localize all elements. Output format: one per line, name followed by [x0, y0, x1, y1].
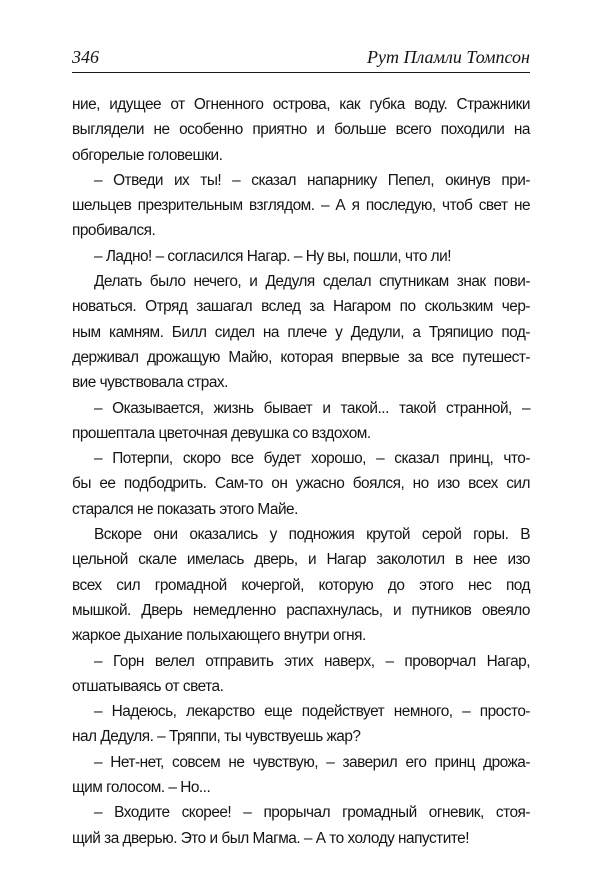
- paragraph: [72, 168, 530, 244]
- text-line: старался не показать этого Майе.: [72, 500, 298, 518]
- text-line: – Оказывается, жизнь бывает и такой... такой странной, –: [94, 399, 530, 417]
- paragraph: [72, 396, 530, 447]
- page-header: [72, 40, 530, 73]
- text-line: – Надеюсь, лекарство еще подействует немного, – просто-: [94, 703, 530, 721]
- text-line: нал Дедуля. – Тряппи, ты чувствуешь жар?: [72, 728, 361, 746]
- text-line: выглядели не особенно приятно и больше всего походили на: [72, 121, 530, 139]
- page-number: 346: [72, 47, 99, 67]
- text-line: цельной скале имелась дверь, и Нагар заколотил в нее изо: [72, 551, 530, 569]
- paragraph: [72, 750, 530, 801]
- text-line: прошептала цветочная девушка со вздохом.: [72, 424, 371, 442]
- text-line: щий за дверью. Это и был Магма. – А то холоду напустите!: [72, 829, 470, 847]
- paragraph: [72, 649, 530, 700]
- text-line: щим голосом. – Но...: [72, 779, 211, 797]
- text-line: – Нет-нет, совсем не чувствую, – заверил его принц дрожа-: [94, 753, 530, 771]
- text-line: Вскоре они оказались у подножия крутой серой горы. В: [94, 526, 530, 544]
- text-line: – Потерпи, скоро все будет хорошо, – сказал принц, что-: [94, 450, 530, 468]
- text-line: пробивался.: [72, 222, 156, 240]
- paragraph: [72, 92, 530, 168]
- paragraph: [72, 244, 530, 269]
- text-line: обгорелые головешки.: [72, 146, 223, 164]
- text-line: всех сил громадной кочергой, которую до этого нес под: [72, 576, 530, 594]
- text-line: новаться. Отряд зашагал вслед за Нагаром по скользким чер-: [72, 298, 530, 316]
- text-line: бы ее подбодрить. Сам-то он ужасно боялся, но изо всех сил: [72, 475, 530, 493]
- text-line: – Входите скорее! – прорычал громадный огневик, стоя-: [94, 804, 530, 822]
- text-line: мышкой. Дверь немедленно распахнулась, и путников овеяло: [72, 601, 530, 619]
- paragraph: [72, 269, 530, 395]
- paragraph: [72, 446, 530, 522]
- paragraph: [72, 800, 530, 851]
- text-line: вие чувствовала страх.: [72, 374, 228, 392]
- text-line: – Горн велел отправить этих наверх, – проворчал Нагар,: [94, 652, 530, 670]
- text-line: отшатываясь от света.: [72, 677, 224, 695]
- text-line: ние, идущее от Огненного острова, как губка воду. Стражники: [72, 96, 530, 113]
- text-line: – Ладно! – согласился Нагар. – Ну вы, пошли, что ли!: [94, 247, 452, 265]
- running-title: Рут Пламли Томпсон: [366, 47, 530, 67]
- text-line: – Отведи их ты! – сказал напарнику Пепел, окинув при-: [94, 171, 530, 189]
- text-line: шельцев презрительным взглядом. – А я последую, чтоб свет не: [72, 197, 530, 215]
- body-text: [72, 92, 530, 851]
- text-line: держивал дрожащую Майю, которая впервые за все путешест-: [72, 348, 530, 366]
- text-line: жаркое дыхание полыхающего внутри огня.: [72, 627, 366, 645]
- text-line: Делать было нечего, и Дедуля сделал спутникам знак пови-: [94, 273, 530, 291]
- paragraph: [72, 699, 530, 750]
- text-line: ным камням. Билл сидел на плече у Дедули, а Тряпицио под-: [72, 323, 530, 341]
- paragraph: [72, 522, 530, 648]
